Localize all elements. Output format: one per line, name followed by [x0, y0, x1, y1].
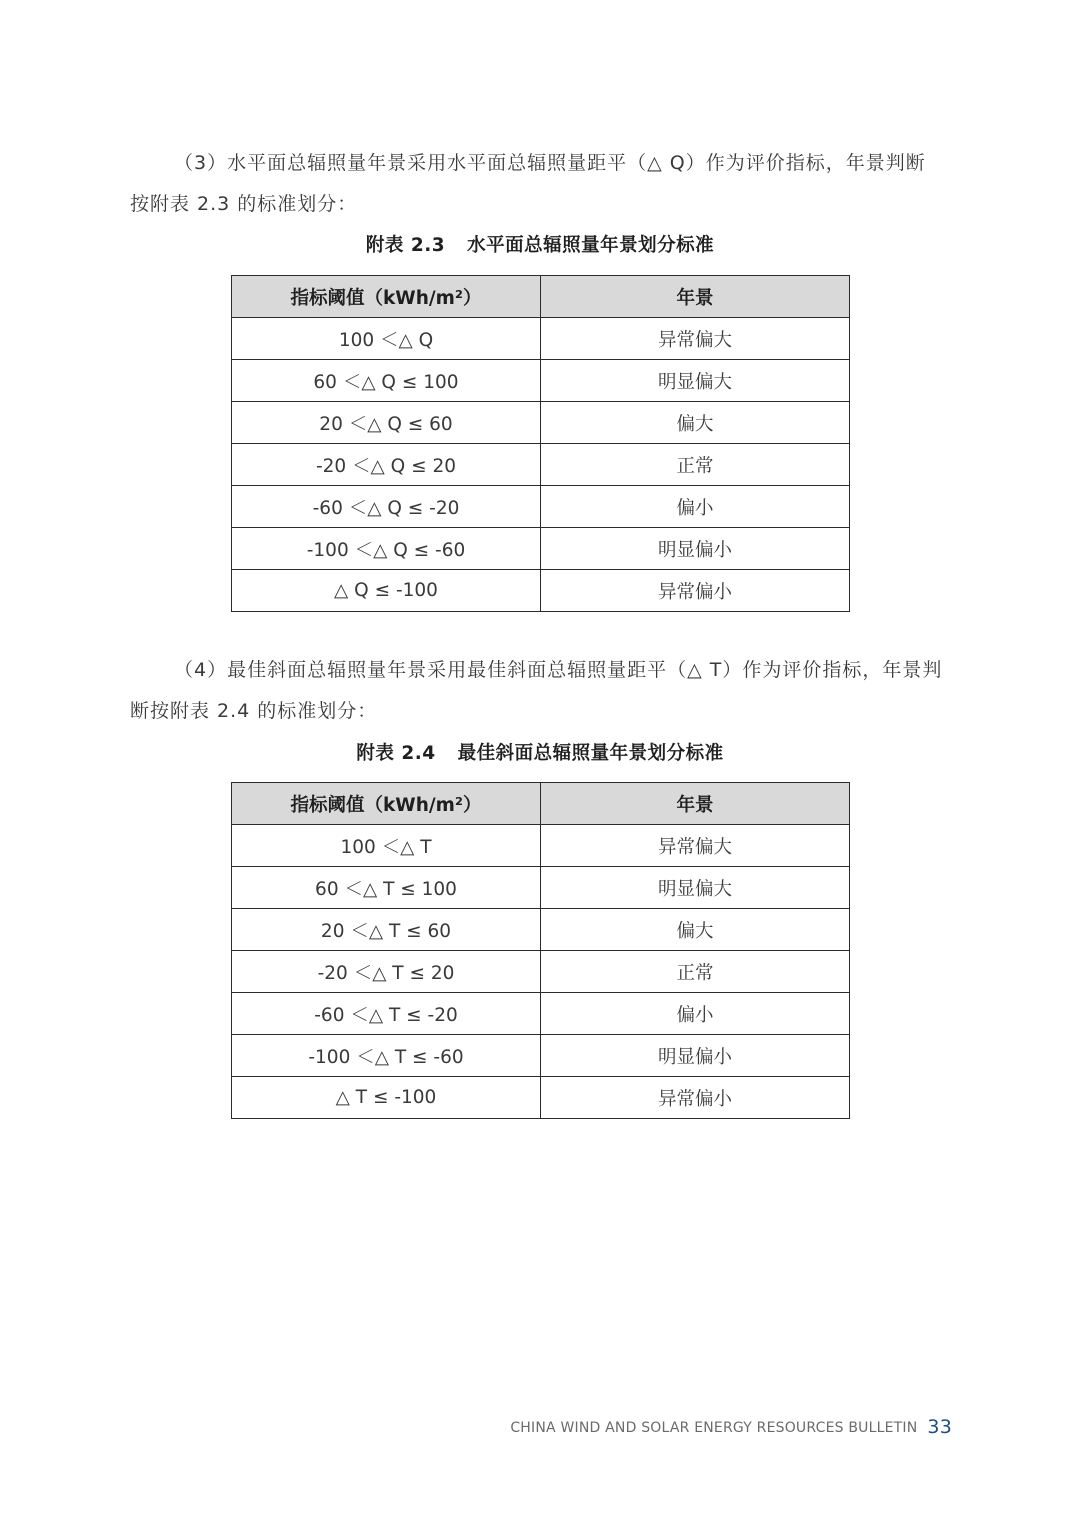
threshold-cell: -100 ＜△ T ≤ -60 [232, 1035, 541, 1077]
table-row [232, 867, 850, 909]
table-row [232, 570, 850, 612]
table-header-row [232, 783, 850, 825]
threshold-cell: △ T ≤ -100 [232, 1077, 541, 1119]
caption-label: 附表 2.3 [365, 235, 446, 256]
table-row [232, 528, 850, 570]
category-cell: 偏大 [541, 402, 850, 444]
threshold-cell: -60 ＜△ T ≤ -20 [232, 993, 541, 1035]
threshold-cell: 100 ＜△ Q [232, 318, 541, 360]
table-caption-2-4 [0, 739, 1080, 765]
threshold-cell: 60 ＜△ Q ≤ 100 [232, 360, 541, 402]
table-row [232, 1035, 850, 1077]
category-cell: 异常偏小 [541, 1077, 850, 1119]
table-row [232, 909, 850, 951]
table-row [232, 825, 850, 867]
column-header-threshold: 指标阈值（kWh/m²） [232, 783, 541, 825]
category-cell: 异常偏大 [541, 825, 850, 867]
threshold-cell: △ Q ≤ -100 [232, 570, 541, 612]
table-row [232, 1077, 850, 1119]
paragraph-line: 断按附表 2.4 的标准划分： [130, 700, 378, 722]
category-cell: 明显偏大 [541, 867, 850, 909]
category-cell: 异常偏小 [541, 570, 850, 612]
category-cell: 偏小 [541, 486, 850, 528]
table-row [232, 402, 850, 444]
paragraph-line: （4）最佳斜面总辐照量年景采用最佳斜面总辐照量距平（△ T）作为评价指标，年景判 [174, 659, 943, 681]
table-caption-2-3 [0, 231, 1080, 257]
threshold-cell: 60 ＜△ T ≤ 100 [232, 867, 541, 909]
threshold-cell: 20 ＜△ Q ≤ 60 [232, 402, 541, 444]
paragraph-horizontal-irradiance [130, 143, 952, 225]
category-cell: 明显偏小 [541, 1035, 850, 1077]
category-cell: 正常 [541, 951, 850, 993]
paragraph-line: （3）水平面总辐照量年景采用水平面总辐照量距平（△ Q）作为评价指标，年景判断 [174, 152, 926, 174]
column-header-category: 年景 [541, 276, 850, 318]
threshold-cell: -20 ＜△ T ≤ 20 [232, 951, 541, 993]
table-row [232, 951, 850, 993]
threshold-cell: -60 ＜△ Q ≤ -20 [232, 486, 541, 528]
column-header-category: 年景 [541, 783, 850, 825]
page-footer [510, 1416, 952, 1438]
threshold-cell: 100 ＜△ T [232, 825, 541, 867]
table-horizontal-irradiance-standard [231, 275, 850, 612]
category-cell: 异常偏大 [541, 318, 850, 360]
page-number: 33 [927, 1416, 952, 1438]
threshold-cell: -20 ＜△ Q ≤ 20 [232, 444, 541, 486]
table-row [232, 360, 850, 402]
column-header-threshold: 指标阈值（kWh/m²） [232, 276, 541, 318]
table-row [232, 318, 850, 360]
table-row [232, 486, 850, 528]
footer-publication-title: CHINA WIND AND SOLAR ENERGY RESOURCES BULLETIN [510, 1420, 918, 1436]
paragraph-line: 按附表 2.3 的标准划分： [130, 193, 358, 215]
table-row [232, 993, 850, 1035]
category-cell: 明显偏大 [541, 360, 850, 402]
paragraph-tilted-irradiance [130, 650, 952, 732]
category-cell: 偏大 [541, 909, 850, 951]
threshold-cell: 20 ＜△ T ≤ 60 [232, 909, 541, 951]
caption-label: 附表 2.4 [356, 743, 436, 764]
caption-title: 最佳斜面总辐照量年景划分标准 [457, 743, 724, 764]
category-cell: 明显偏小 [541, 528, 850, 570]
threshold-cell: -100 ＜△ Q ≤ -60 [232, 528, 541, 570]
category-cell: 正常 [541, 444, 850, 486]
table-header-row [232, 276, 850, 318]
table-tilted-irradiance-standard [231, 782, 850, 1119]
table-row [232, 444, 850, 486]
category-cell: 偏小 [541, 993, 850, 1035]
caption-title: 水平面总辐照量年景划分标准 [467, 235, 715, 256]
